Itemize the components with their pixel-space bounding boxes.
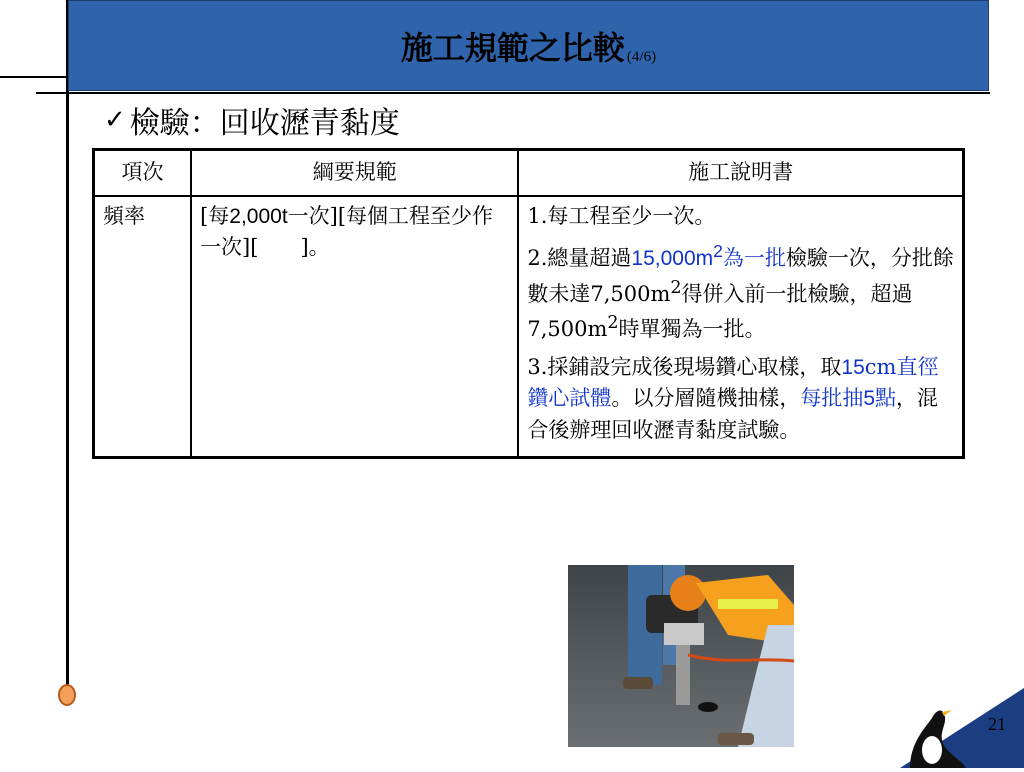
frame-top-line: [0, 76, 68, 78]
manual-2f: 時單獨為一批。: [618, 317, 766, 341]
manual-line-3: [527, 352, 954, 447]
photo-illustration: [568, 565, 794, 747]
manual-3a: 3.採鋪設完成後現場鑽心取樣，取: [527, 354, 842, 379]
slide-title-sub: (4/6): [626, 48, 657, 65]
slide-title-main: 施工規範之比較: [400, 28, 625, 67]
manual-2d-sup: 2: [670, 277, 682, 298]
manual-3b: 15: [841, 355, 865, 379]
manual-2d: 檢驗一次，分批餘數未達7,500m: [527, 246, 954, 306]
slide-subtitle: [104, 98, 400, 142]
spec-text-2: 2,000t: [229, 204, 288, 228]
frame-divider-line: [36, 92, 990, 94]
header-spec: 綱要規範: [191, 150, 518, 196]
cell-spec: [191, 196, 518, 458]
table-header-row: [94, 150, 964, 196]
spec-text-1: [每: [200, 203, 230, 228]
comparison-table: [92, 148, 965, 459]
manual-3d: 。以分層隨機抽樣，: [611, 386, 801, 410]
manual-2e-sup: 2: [607, 313, 619, 333]
frame-vertical-line: [66, 0, 69, 690]
table-row: [94, 196, 964, 458]
manual-3f: 5: [863, 387, 876, 410]
manual-line-1: 1.每工程至少一次。: [527, 203, 716, 228]
manual-3c: cm直徑鑽心試體: [527, 354, 939, 410]
core-sampling-photo: [568, 565, 794, 747]
manual-2e: 得併入前一批檢驗，超過7,500m: [527, 281, 913, 341]
header-item: 項次: [94, 150, 192, 196]
cell-item: 頻率: [94, 196, 192, 458]
manual-3h: ，混合後辦理回收瀝青黏度試驗。: [527, 386, 939, 442]
cell-manual: [518, 196, 963, 458]
manual-2c: 為一批: [722, 246, 786, 270]
manual-3e: 每批抽: [800, 386, 864, 410]
checkmark-icon: ✓: [104, 105, 126, 135]
slide-title: [401, 23, 656, 69]
manual-2b-text: 15,000m: [631, 247, 714, 270]
frame-circle-ornament: [58, 684, 76, 706]
manual-3g: 點: [875, 386, 897, 410]
manual-2b: [631, 241, 723, 270]
subtitle-text: 檢驗：回收瀝青黏度: [129, 106, 400, 141]
manual-2a: 2.總量超過: [527, 246, 632, 270]
header-manual: 施工說明書: [518, 150, 963, 196]
page-number: 21: [988, 714, 1006, 734]
title-bar: [68, 0, 989, 91]
manual-line-2: [527, 238, 954, 346]
spec-text-3: 一次][每個工程至少作一次][ ]。: [200, 203, 494, 259]
manual-2b-sup: 2: [713, 241, 723, 261]
